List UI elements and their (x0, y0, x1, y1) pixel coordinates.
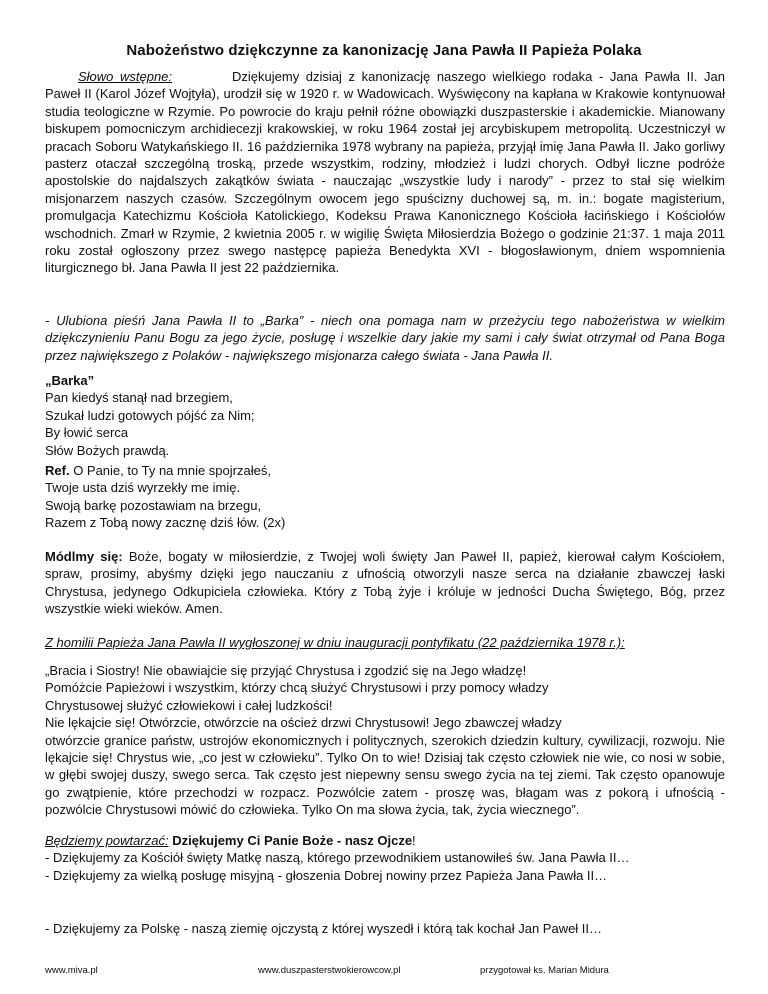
song-title: „Barka” (45, 373, 95, 388)
intro-label: Słowo wstępne: (78, 69, 173, 84)
refrain-section (45, 462, 725, 532)
litany-response: Dziękujemy Ci Panie Boże - nasz Ojcze (172, 833, 413, 848)
prayer-section (45, 548, 725, 618)
refrain-line: Swoją barkę pozostawiam na brzegu, (45, 497, 262, 513)
song-verse-line: Pan kiedyś stanął nad brzegiem, (45, 390, 233, 406)
song-intro: - Ulubiona pieśń Jana Pawła II to „Barka” - niech ona pomaga nam w przeżyciu tego nabożeństwa w wielkim dziękczynieniu Panu Bogu za jego życie, posługę i wszelkie dary jakie my sami i cały świat otrzymał od Pana Boga przez największego z Polaków - największego misjonarza całego świata - Jana Pawła II. (45, 313, 725, 363)
litany-item-last: - Dziękujemy za Polskę - naszą ziemię ojczystą z której wyszedł i którą tak kochał Jan Paweł II… (45, 921, 603, 936)
homily-line: Chrystusowej służyć człowiekowi i całej ludzkości! (45, 697, 333, 713)
refrain-line: Razem z Tobą nowy zacznę dziś łów. (2x) (45, 515, 286, 531)
homily-line: Pomóżcie Papieżowi i wszystkim, którzy chcą służyć Chrystusowi i przy pomocy władzy (45, 680, 549, 696)
litany-item: - Dziękujemy za Kościół święty Matkę naszą, którego przewodnikiem ustanowiłeś św. Jana Pawła II… (45, 850, 630, 866)
intro-section (45, 68, 725, 277)
refrain-label: Ref. (45, 463, 70, 478)
litany-label: Będziemy powtarzać: (45, 833, 169, 848)
litany-punct: ! (412, 833, 416, 848)
refrain-line: Twoje usta dziś wyrzekły me imię. (45, 480, 241, 496)
litany-last-block (45, 920, 725, 937)
song-verse-line: Słów Bożych prawdą. (45, 442, 170, 458)
litany-section (45, 832, 725, 884)
homily-line: Nie lękajcie się! Otwórzcie, otwórzcie na oścież drzwi Chrystusowi! Jego zbawczej władzy (45, 715, 562, 731)
intro-text: Dziękujemy dzisiaj z kanonizację naszego wielkiego rodaka - Jana Pawła II. Jan Paweł II (Karol Józef Wojtyła), urodził się w 1920 r. w Wadowicach. Wyświęcony na kapłana w Krakowie kontynuował studia teologiczne w Rzymie. Po powrocie do kraju pełnił różne obowiązki duszpasterskie i akademickie. Mianowany biskupem pomocniczym archidiecezji krakowskiej, w roku 1964 został jej arcybiskupem metropolitą. Uczestniczył w pracach Soboru Watykańskiego II. 16 października 1978 wybrany na papieża, przyjął imię Jana Pawła II. Jako gorliwy pasterz otaczał szczególną troską, przede wszystkim, rodziny, młodzież i ludzi chorych. Odbył liczne podróże apostolskie do najdalszych zakątków świata - nauczając „wszystkie ludy i narody” - przez to stał się wielkim misjonarzem naszych czasów. Szczególnym owocem jego spuścizny duchowej są, m. in.: bogate magisterium, promulgacja Katechizmu Kościoła Katolickiego, Kodeksu Prawa Kanonicznego Kościoła łacińskiego i Kościołów wschodnich. Zmarł w Rzymie, 2 kwietnia 2005 r. w wigilię Święta Miłosierdzia Bożego o godzinie 21:37. 1 maja 2011 roku został ogłoszony przez swego następcę papieża Benedykta XVI - błogosławionym, dniem wspomnienia liturgicznego bł. Jana Pawła II jest 22 października. (45, 69, 725, 276)
homily-section (45, 662, 725, 819)
song-verse-line: By łowić serca (45, 425, 129, 441)
song-verse-line: Szukał ludzi gotowych pójść za Nim; (45, 407, 255, 423)
prayer-text: Boże, bogaty w miłosierdzie, z Twojej woli święty Jan Paweł II, papież, kierował całym Kościołem, spraw, prosimy, abyśmy dzięki jego nauczaniu z ufnością otworzyli nasze serca na działanie zbawczej łaski Chrystusa, jedynego Odkupiciela człowieka. Który z Tobą żyje i króluje w jedności Ducha Świętego, Bóg, przez wszystkie wieki wieków. Amen. (45, 549, 725, 617)
homily-paragraph: otwórzcie granice państw, ustrojów ekonomicznych i politycznych, szerokich dziedzin kultury, cywilizacji, rozwoju. Nie lękajcie się! Chrystus wie, „co jest w człowieku”. Tylko On to wie! Dzisiaj tak często człowiek nie wie, co nosi w sobie, w głębi swojej duszy, swego serca. Tak często jest niepewny sensu swego życia na tej ziemi. Tak często opanowuje go zwątpienie, które przechodzi w rozpacz. Pozwólcie zatem - proszę was, błagam was z pokorą i ufnością - pozwólcie Chrystusowi mówić do człowieka. Tylko On ma słowa życia, tak, życia wiecznego”. (45, 732, 725, 818)
footer-left-link[interactable]: www.miva.pl (45, 965, 98, 976)
footer-center-link[interactable]: www.duszpasterstwokierowcow.pl (258, 965, 401, 976)
song-section (45, 372, 725, 459)
prayer-label: Módlmy się: (45, 549, 123, 564)
homily-heading: Z homilii Papieża Jana Pawła II wygłoszonej w dniu inauguracji pontyfikatu (22 października 1978 r.): (45, 635, 625, 650)
refrain-line: O Panie, to Ty na mnie spojrzałeś, (73, 463, 271, 478)
footer-author: przygotował ks. Marian Midura (480, 965, 609, 976)
homily-line: „Bracia i Siostry! Nie obawiajcie się przyjąć Chrystusa i zgodzić się na Jego władzę! (45, 663, 527, 678)
homily-heading-block (45, 634, 725, 651)
litany-item: - Dziękujemy za wielką posługę misyjną - głoszenia Dobrej nowiny przez Papieża Jana Pawła II… (45, 867, 608, 883)
page-title: Nabożeństwo dziękczynne za kanonizację Jana Pawła II Papieża Polaka (126, 42, 642, 59)
